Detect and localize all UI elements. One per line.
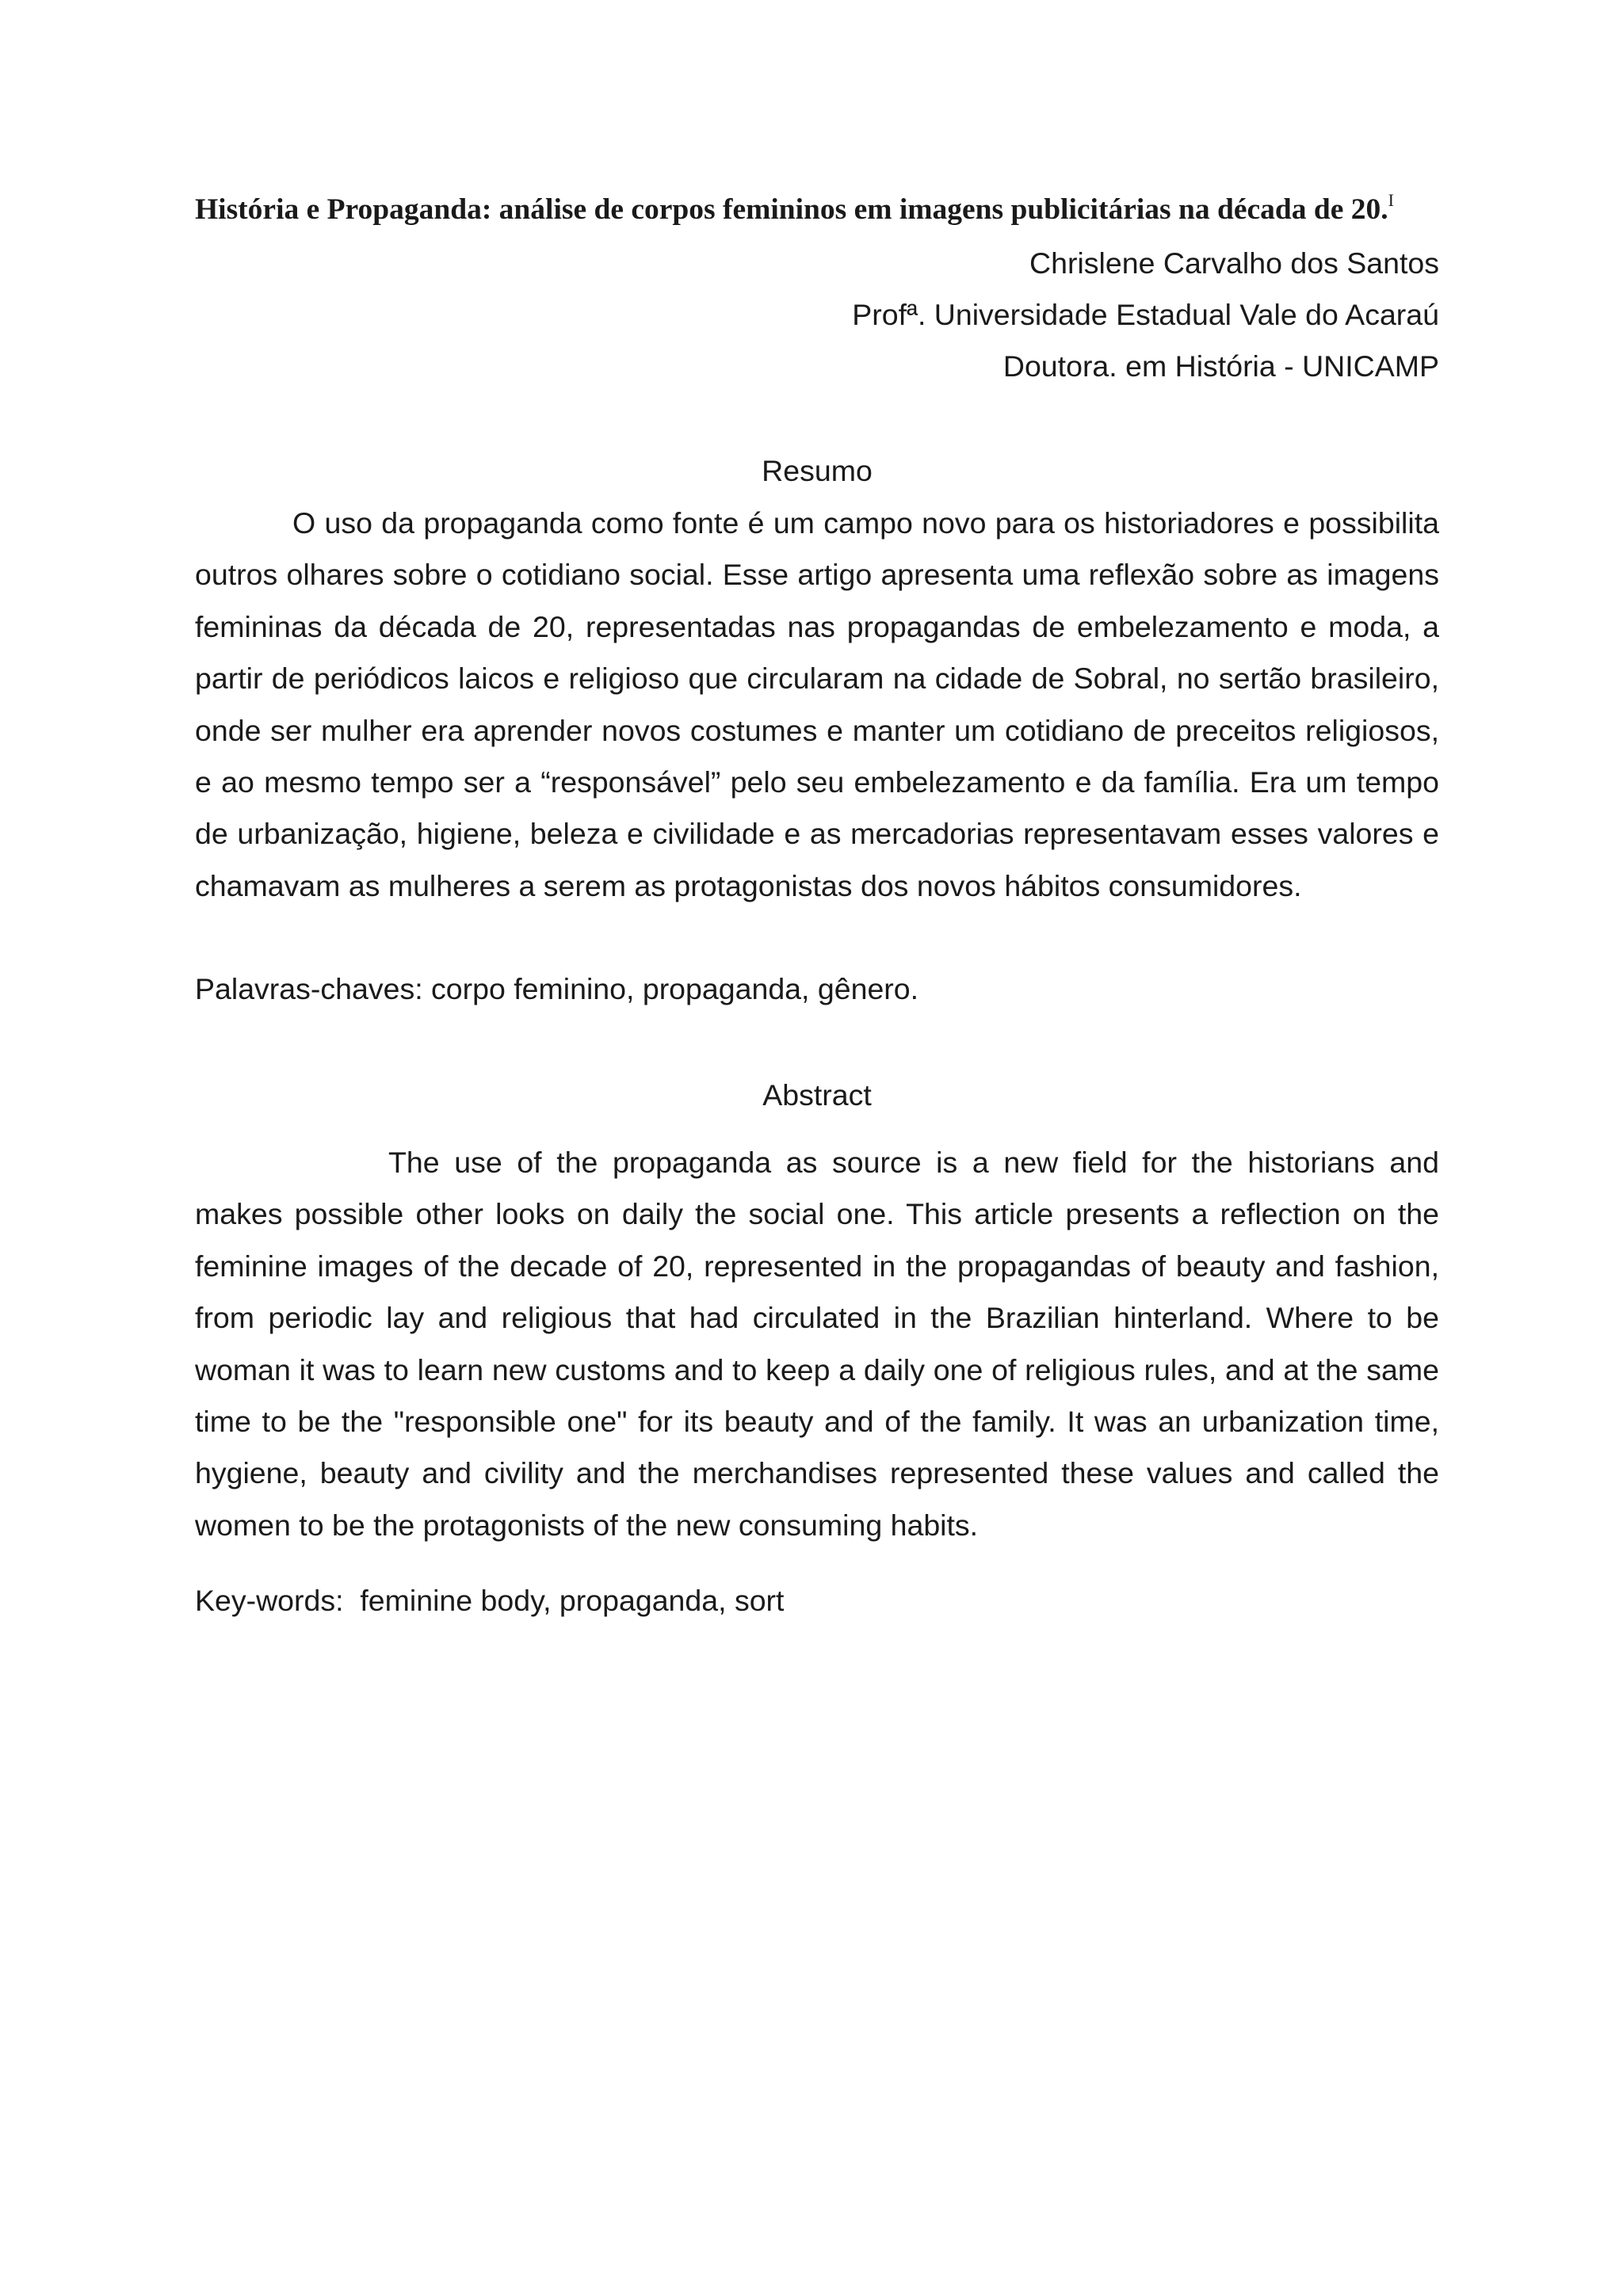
title-footnote-marker: I bbox=[1388, 190, 1394, 210]
resumo-body: O uso da propaganda como fonte é um campo novo para os historiadores e possibilita outros olhares sobre o cotidiano social. Esse artigo apresenta uma reflexão sobre as imagens femininas da década de 20, representadas nas propagandas de embelezamento e moda, a partir de periódicos laicos e religioso que circularam na cidade de Sobral, no sertão brasileiro, onde ser mulher era aprender novos costumes e manter um cotidiano de preceitos religiosos, e ao mesmo tempo ser a “responsável” pelo seu embelezamento e da família. Era um tempo de urbanização, higiene, beleza e civilidade e as mercadorias representavam esses valores e chamavam as mulheres a serem as protagonistas dos novos hábitos consumidores. bbox=[195, 506, 1439, 902]
paper-title bbox=[195, 188, 1439, 232]
author-affiliation: Profª. Universidade Estadual Vale do Acaraú bbox=[852, 298, 1439, 331]
author-degree: Doutora. em História - UNICAMP bbox=[1002, 349, 1439, 383]
abstract-heading: Abstract bbox=[762, 1078, 872, 1112]
author-block bbox=[567, 238, 1439, 392]
abstract-keywords: Key-words: feminine body, propaganda, sort bbox=[195, 1584, 785, 1617]
resumo-keywords: Palavras-chaves: corpo feminino, propaganda, gênero. bbox=[195, 972, 919, 1005]
paper-title-text: História e Propaganda: análise de corpos femininos em imagens publicitárias na década de 20. bbox=[195, 193, 1388, 226]
author-name: Chrislene Carvalho dos Santos bbox=[1029, 246, 1439, 280]
abstract-body: The use of the propaganda as source is a new field for the historians and makes possible other looks on daily the social one. This article presents a reflection on the feminine images of the decade of 20, represented in the propagandas of beauty and fashion, from periodic lay and religious that had circulated in the Brazilian hinterland. Where to be woman it was to learn new customs and to keep a daily one of religious rules, and at the same time to be the "responsible one" for its beauty and of the family. It was an urbanization time, hygiene, beauty and civility and the merchandises represented these values and called the women to be the protagonists of the new consuming habits. bbox=[195, 1146, 1439, 1542]
resumo-heading: Resumo bbox=[762, 454, 873, 487]
